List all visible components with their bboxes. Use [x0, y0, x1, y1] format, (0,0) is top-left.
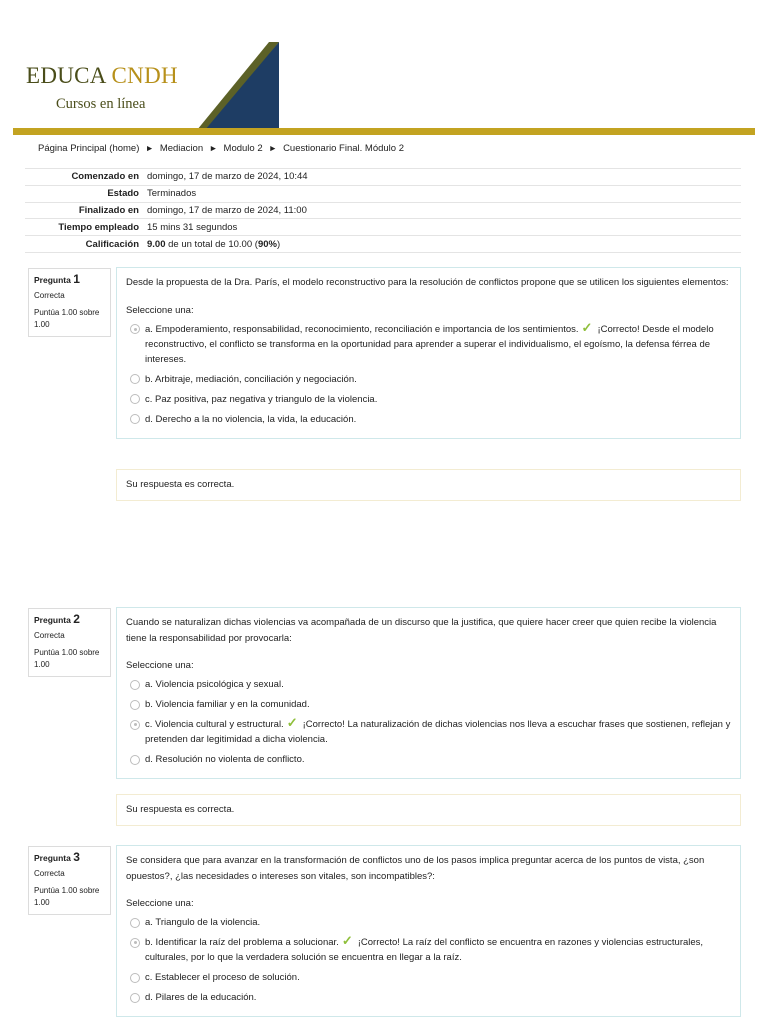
answer-option[interactable] — [126, 372, 731, 387]
answer-option[interactable] — [126, 677, 731, 692]
option-label: a. Empoderamiento, responsabilidad, reconocimiento, reconciliación e importancia de los sentimientos. — [145, 323, 579, 335]
option-label: c. Paz positiva, paz negativa y triangulo de la violencia. — [145, 393, 378, 405]
option-label: c. Violencia cultural y estructural. — [145, 719, 284, 730]
question-outcome: Su respuesta es correcta. — [116, 469, 741, 501]
breadcrumb-separator-icon: ► — [268, 143, 278, 153]
question-label: Pregunta — [34, 853, 71, 863]
option-label: d. Pilares de la educación. — [145, 992, 257, 1003]
radio-button[interactable] — [130, 414, 140, 424]
question-number-value: 1 — [73, 272, 80, 286]
answer-option[interactable] — [126, 970, 731, 985]
radio-button[interactable] — [130, 918, 140, 928]
answer-options — [126, 319, 731, 427]
question-text: Desde la propuesta de la Dra. París, el modelo reconstructivo para la resolución de conflictos propone que se utilicen los siguientes elementos: — [126, 277, 729, 288]
question-grade: Puntúa 1.00 sobre 1.00 — [34, 308, 100, 329]
summary-row-grade — [25, 236, 741, 253]
radio-button[interactable] — [130, 720, 140, 730]
question-state: Correcta — [34, 869, 65, 878]
question-content — [116, 845, 741, 1017]
radio-button[interactable] — [130, 394, 140, 404]
summary-value: 15 mins 31 segundos — [143, 219, 741, 236]
question-grade: Puntúa 1.00 sobre 1.00 — [34, 886, 100, 907]
breadcrumb-separator-icon: ► — [145, 143, 154, 153]
grade-total: de un total de 10.00 ( — [165, 238, 258, 250]
summary-label: Calificación — [25, 236, 143, 253]
question-text: Cuando se naturalizan dichas violencias va acompañada de un discurso que la justifica, que quiere hacer creer que quien recibe la violencia tiene la responsabilidad por provocarla: — [126, 617, 717, 644]
option-feedback: ¡Correcto! La raíz del conflicto se encuentra en razones y violencias estructurales, culturales, por lo que la verdadera solución se encuentra en llegar a la raíz. — [145, 937, 704, 963]
answer-option[interactable] — [126, 412, 731, 427]
question-info — [28, 846, 111, 915]
option-label: d. Resolución no violenta de conflicto. — [145, 754, 305, 765]
checkmark-icon: ✓ — [341, 933, 353, 948]
option-label: d. Derecho a la no violencia, la vida, la educación. — [145, 413, 357, 425]
summary-value: domingo, 17 de marzo de 2024, 10:44 — [143, 169, 741, 186]
question-content — [116, 607, 741, 779]
breadcrumb-home[interactable]: Página Principal (home) — [38, 143, 140, 154]
question-grade: Puntúa 1.00 sobre 1.00 — [34, 648, 100, 669]
answer-option[interactable] — [126, 717, 731, 747]
option-label: b. Arbitraje, mediación, conciliación y negociación. — [145, 373, 357, 385]
answer-options — [126, 677, 731, 767]
answer-prompt: Seleccione una: — [126, 660, 194, 671]
summary-label: Estado — [25, 185, 143, 202]
header-divider — [13, 128, 755, 135]
answer-prompt: Seleccione una: — [126, 898, 194, 909]
radio-button[interactable] — [130, 374, 140, 384]
radio-button[interactable] — [130, 755, 140, 765]
question-info — [28, 608, 111, 677]
summary-row-time — [25, 219, 741, 236]
question-number — [34, 851, 106, 864]
question-number-value: 3 — [73, 850, 80, 864]
site-header — [0, 0, 768, 135]
breadcrumb-module[interactable]: Modulo 2 — [223, 143, 263, 154]
answer-option[interactable] — [126, 392, 731, 407]
option-feedback: ¡Correcto! Desde el modelo reconstructivo, el conflicto se transforma en la oportunidad para aprender a superar el individualismo, el egoísmo, la defensa férrea de intereses. — [145, 323, 714, 365]
answer-options — [126, 915, 731, 1005]
option-label: a. Violencia psicológica y sexual. — [145, 679, 284, 690]
question-content — [116, 267, 741, 439]
checkmark-icon: ✓ — [286, 715, 298, 730]
option-label: c. Establecer el proceso de solución. — [145, 972, 300, 983]
summary-label: Tiempo empleado — [25, 219, 143, 236]
breadcrumb-quiz[interactable]: Cuestionario Final. Módulo 2 — [283, 143, 404, 154]
attempt-summary-table — [25, 168, 741, 253]
logo-word-cndh: CNDH — [111, 63, 178, 88]
summary-value — [143, 236, 741, 253]
summary-label: Comenzado en — [25, 169, 143, 186]
answer-option[interactable] — [126, 990, 731, 1005]
option-feedback: ¡Correcto! La naturalización de dichas violencias nos lleva a escuchar frases que sostienen, reflejan y pretenden dar legitimidad a dicha violencia. — [145, 719, 731, 745]
answer-option[interactable] — [126, 752, 731, 767]
answer-option[interactable] — [126, 935, 731, 965]
radio-button[interactable] — [130, 938, 140, 948]
summary-row-started — [25, 169, 741, 186]
summary-value: domingo, 17 de marzo de 2024, 11:00 — [143, 202, 741, 219]
checkmark-icon: ✓ — [581, 319, 593, 335]
option-label: a. Triangulo de la violencia. — [145, 917, 261, 928]
summary-value: Terminados — [143, 185, 741, 202]
grade-score: 9.00 — [147, 238, 166, 250]
breadcrumb-course[interactable]: Mediacion — [159, 143, 204, 154]
radio-button[interactable] — [130, 973, 140, 983]
question-number — [34, 273, 106, 286]
question-label: Pregunta — [34, 615, 71, 625]
answer-option[interactable] — [126, 915, 731, 930]
logo-graphic — [195, 40, 285, 132]
radio-button[interactable] — [130, 324, 140, 334]
logo-word-educa: EDUCA — [26, 63, 106, 88]
radio-button[interactable] — [130, 700, 140, 710]
grade-close: ) — [276, 238, 281, 250]
answer-option[interactable] — [126, 697, 731, 712]
summary-row-state — [25, 185, 741, 202]
question-outcome: Su respuesta es correcta. — [116, 794, 741, 826]
question-text: Se considera que para avanzar en la transformación de conflictos uno de los pasos implica preguntar acerca de los puntos de vista, ¿son opuestos?, ¿las necesidades o intereses son vitales, son incompatibles?: — [126, 855, 705, 882]
question-state: Correcta — [34, 291, 65, 300]
question-number-value: 2 — [73, 612, 80, 626]
question-info — [28, 268, 111, 337]
site-logo[interactable] — [26, 63, 178, 89]
grade-percent: 90% — [257, 238, 277, 250]
logo-subtitle: Cursos en línea — [56, 96, 146, 112]
question-number — [34, 613, 106, 626]
summary-label: Finalizado en — [25, 202, 143, 219]
option-label: b. Identificar la raíz del problema a solucionar. — [145, 937, 339, 948]
breadcrumb — [38, 143, 404, 154]
option-label: b. Violencia familiar y en la comunidad. — [145, 699, 310, 710]
question-label: Pregunta — [34, 275, 71, 285]
question-state: Correcta — [34, 631, 65, 640]
breadcrumb-separator-icon: ► — [209, 143, 218, 153]
summary-row-finished — [25, 202, 741, 219]
answer-option[interactable] — [126, 319, 731, 367]
radio-button[interactable] — [130, 993, 140, 1003]
answer-prompt: Seleccione una: — [126, 304, 194, 316]
radio-button[interactable] — [130, 680, 140, 690]
